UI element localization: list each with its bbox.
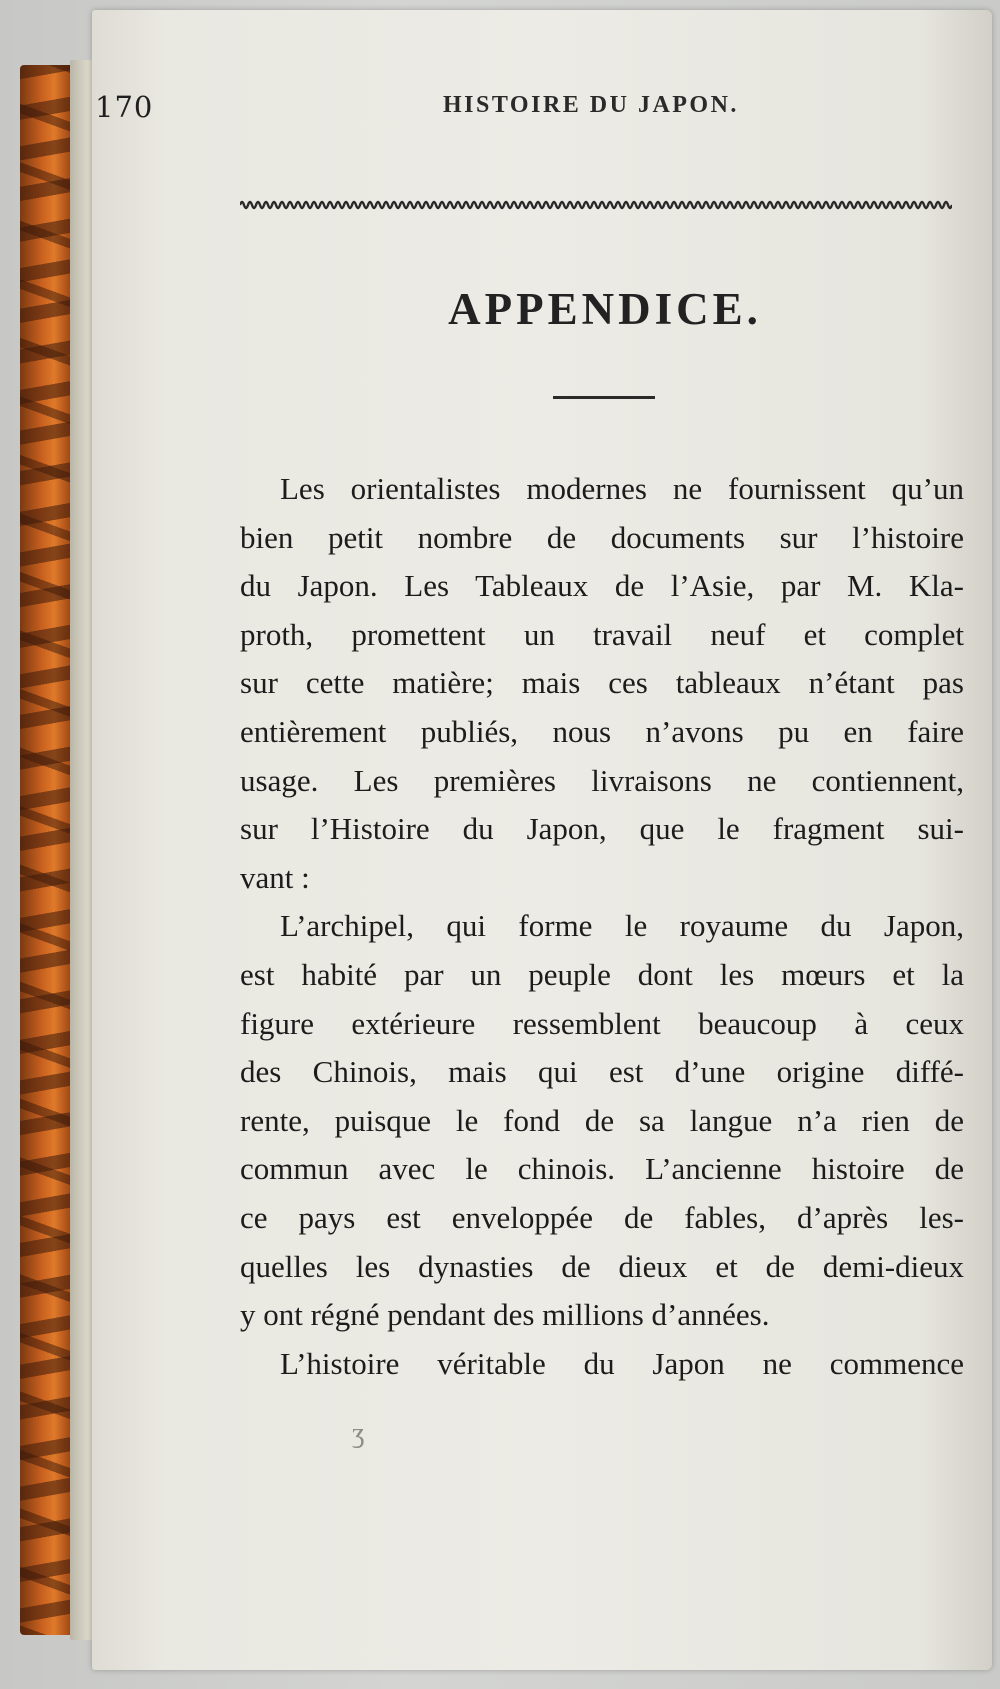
text-line: rente, puisque le fond de sa langue n’a rien de [240, 1102, 964, 1138]
text-line: usage. Les premières livraisons ne contiennent, [240, 762, 964, 798]
text-line: commun avec le chinois. L’ancienne histoire de [240, 1151, 964, 1187]
running-head: HISTOIRE DU JAPON. [443, 92, 739, 118]
text-line: L’histoire véritable du Japon ne commence [280, 1345, 964, 1381]
text-line: sur l’Histoire du Japon, que le fragment sui- [240, 811, 964, 847]
text-line: figure extérieure ressemblent beaucoup à ceux [240, 1005, 964, 1041]
text-line: Les orientalistes modernes ne fournissent qu’un [280, 471, 964, 506]
text-line: entièrement publiés, nous n’avons pu en faire [240, 713, 964, 749]
text-line: quelles les dynasties de dieux et de demi-dieux [240, 1248, 964, 1284]
ornamental-rule [240, 198, 952, 212]
text-line: L’archipel, qui forme le royaume du Japon, [280, 908, 964, 944]
title-rule [553, 396, 655, 399]
text-line: vant : [240, 859, 310, 895]
text-line: est habité par un peuple dont les mœurs et la [240, 956, 964, 992]
ink-smudge: ʒ [352, 1418, 365, 1449]
text-line: proth, promettent un travail neuf et complet [240, 616, 964, 652]
body-text [240, 465, 964, 1388]
section-title: APPENDICE. [448, 284, 762, 334]
page-number: 170 [95, 90, 154, 124]
text-line: des Chinois, mais qui est d’une origine diffé- [240, 1054, 964, 1090]
text-line: bien petit nombre de documents sur l’histoire [240, 519, 964, 555]
text-line: du Japon. Les Tableaux de l’Asie, par M. Kla- [240, 568, 964, 604]
text-line: ce pays est enveloppée de fables, d’après les- [240, 1199, 964, 1235]
text-line: y ont régné pendant des millions d’années. [240, 1297, 770, 1333]
text-line: sur cette matière; mais ces tableaux n’étant pas [240, 665, 964, 701]
